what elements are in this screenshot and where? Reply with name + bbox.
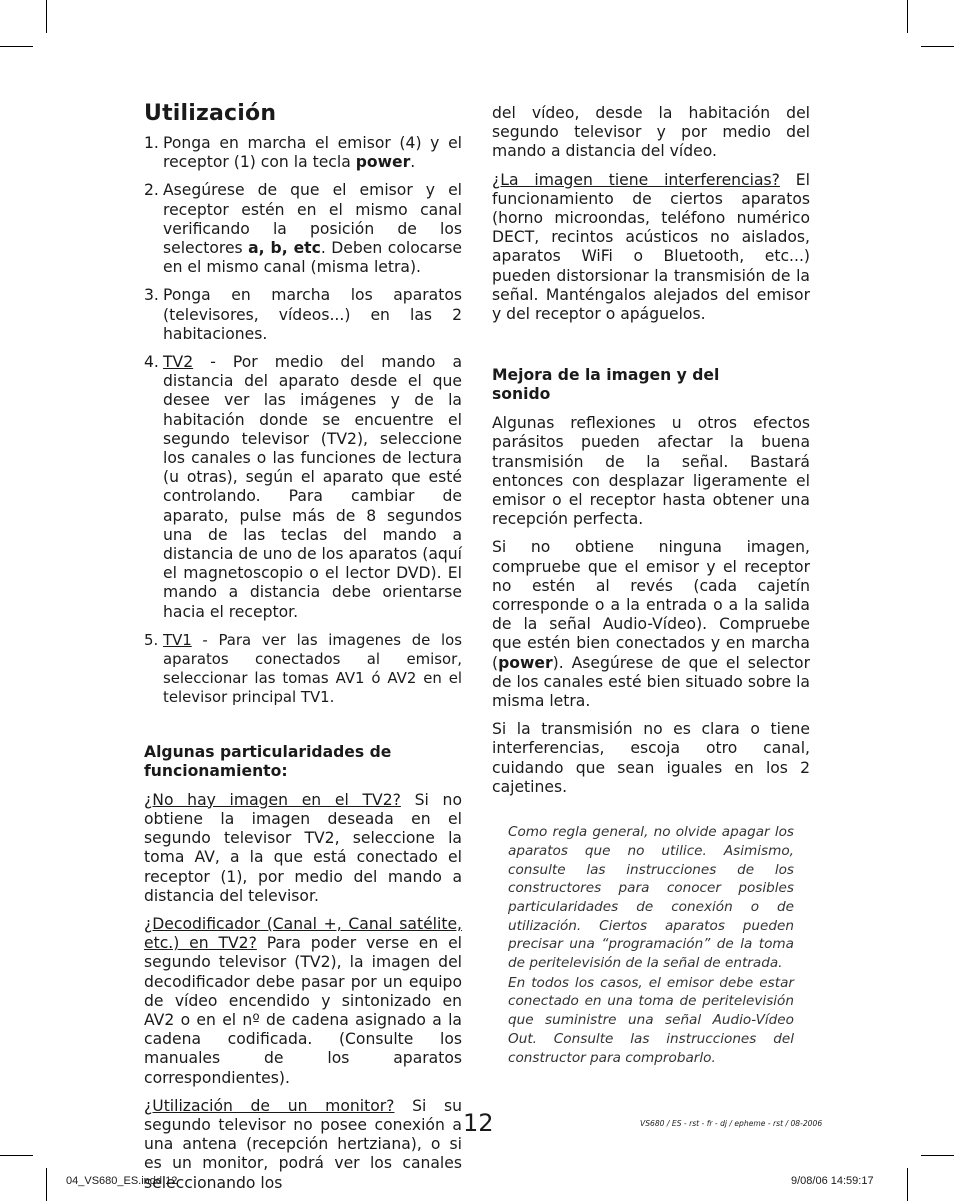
faq-paragraph [144, 791, 462, 906]
section-heading: Mejora de la imagen y del sonido [492, 366, 720, 404]
step-number: 2. [144, 181, 159, 200]
power-key: power [355, 153, 411, 172]
page-title: Utilización [144, 101, 277, 126]
faq-question: ¿Utilización de un monitor? [144, 1096, 395, 1115]
step-number: 4. [144, 353, 159, 372]
step-number: 3. [144, 286, 159, 305]
step-label-tv2: TV2 [163, 353, 194, 372]
list-item [144, 353, 462, 622]
page-number: 12 [463, 1109, 494, 1137]
crop-mark [921, 46, 954, 47]
crop-mark [907, 0, 908, 33]
step-text: - Por medio del mando a distancia del aparato desde el que desee ver las imágenes y de la habitación donde se encuentre el segundo televisor (TV2), seleccione los canales o las funciones de lectura (u otras), según el aparato que esté controlando. Para cambiar de aparato, pulse más de 8 segundos una de las teclas del mando a distancia de uno de los aparatos (aquí el magnetoscopio o el lector DVD). El mando a distancia debe orientarse hacia el receptor. [163, 353, 462, 621]
body-paragraph: Si la transmisión no es clara o tiene interferencias, escoja otro canal, cuidando que sean iguales en los 2 cajetines. [492, 720, 810, 796]
faq-answer: Para poder verse en el segundo televisor (TV2), la imagen del decodificador debe pasar por un equipo de vídeo encendido y sintonizado en AV2 o en el nº de cadena asignado a la cadena codificada. (Consulte los manuales de los aparatos correspondientes). [144, 934, 462, 1087]
faq-answer: Si no obtiene la imagen deseada en el segundo televisor TV2, seleccione la toma AV, a la que está conectado el receptor (1), por medio del mando a distancia del televisor. [144, 790, 462, 905]
body-paragraph: Algunas reflexiones u otros efectos parásitos pueden afectar la buena transmisión de la señal. Bastará entonces con desplazar ligeramente el emisor o el receptor hasta obtener una recepción perfecta. [492, 414, 810, 529]
continuation-paragraph: del vídeo, desde la habitación del segundo televisor y por medio del mando a distancia del vídeo. [492, 104, 810, 161]
step-text: Ponga en marcha los aparatos (televisores, vídeos...) en las 2 habitaciones. [163, 286, 462, 343]
list-item [144, 181, 462, 277]
step-text: - Para ver las imagenes de los aparatos conectados al emisor, seleccionar las tomas AV1 ó AV2 en el televisor principal TV1. [163, 630, 462, 707]
crop-mark [46, 1168, 47, 1201]
list-item [144, 134, 462, 172]
faq-answer: El funcionamiento de ciertos aparatos (horno microondas, teléfono numérico DECT, recintos acústicos no aislados, aparatos WiFi o Bluetooth, etc...) pueden distorsionar la transmisión de la señal. Manténgalos alejados del emisor y del receptor o apáguelos. [492, 170, 810, 324]
crop-mark [0, 1155, 33, 1156]
step-label-tv1: TV1 [163, 630, 192, 649]
step-number: 1. [144, 134, 159, 152]
body-paragraph [492, 538, 810, 711]
slug-timestamp: 9/08/06 14:59:17 [791, 1175, 874, 1187]
step-text-end: . [410, 153, 416, 172]
step-number: 5. [144, 630, 159, 649]
list-item [144, 286, 462, 344]
faq-paragraph [144, 1097, 462, 1193]
step-text: Ponga en marcha el emisor (4) y el receptor (1) con la tecla [163, 134, 462, 172]
faq-answer: Si su segundo televisor no posee conexión a una antena (recepción hertziana), o si es un monitor, podrá ver los canales seleccionando los [144, 1096, 462, 1192]
step-text-end: . Deben colocarse en el mismo canal (misma letra). [163, 239, 462, 277]
body-text-end: ). Asegúrese de que el selector de los canales esté bien situado sobre la misma letra. [492, 653, 810, 711]
note-paragraph: En todos los casos, el emisor debe estar conectado en una toma de peritelevisión que suministre una señal Audio-Vídeo Out. Consulte las instrucciones del constructor para comprobarlo. [508, 974, 794, 1066]
right-column [492, 104, 810, 1068]
crop-mark [907, 1168, 908, 1201]
faq-question: ¿La imagen tiene interferencias? [492, 170, 780, 189]
faq-question: ¿Decodificador (Canal +, Canal satélite, etc.) en TV2? [144, 914, 462, 953]
faq-paragraph [492, 171, 810, 325]
power-key: power [498, 653, 553, 672]
faq-question: ¿No hay imagen en el TV2? [144, 790, 401, 809]
step-text: Asegúrese de que el emisor y el receptor estén en el mismo canal verificando la posición de los selectores [163, 181, 462, 258]
left-column [144, 100, 462, 1202]
selectors-bold: a, b, etc [248, 239, 321, 258]
note-paragraph: Como regla general, no olvide apagar los aparatos que no utilice. Asimismo, consulte las instrucciones de los constructores para conocer posibles particularidades de conexión o de utilización. Ciertos aparatos pueden precisar una “programación” de la toma de peritelevisión de la señal de entrada. [508, 824, 794, 972]
steps-list [144, 134, 462, 708]
document-reference: VS680 / ES - rst - fr - dj / epheme - rst / 08-2006 [640, 1119, 823, 1128]
slug-filename: 04_VS680_ES.indd 12 [66, 1175, 178, 1187]
section-heading: Algunas particularidades de funcionamiento: [144, 742, 392, 780]
italic-note [508, 823, 794, 1067]
faq-paragraph [144, 915, 462, 1088]
list-item [144, 631, 462, 708]
crop-mark [46, 0, 47, 33]
body-text: Si no obtiene ninguna imagen, compruebe que el emisor y el receptor no estén al revés (cada cajetín corresponde o a la entrada o a la salida de la señal Audio-Vídeo). Compruebe que estén bien conectados y en marcha ( [492, 538, 810, 672]
crop-mark [921, 1155, 954, 1156]
crop-mark [0, 46, 33, 47]
